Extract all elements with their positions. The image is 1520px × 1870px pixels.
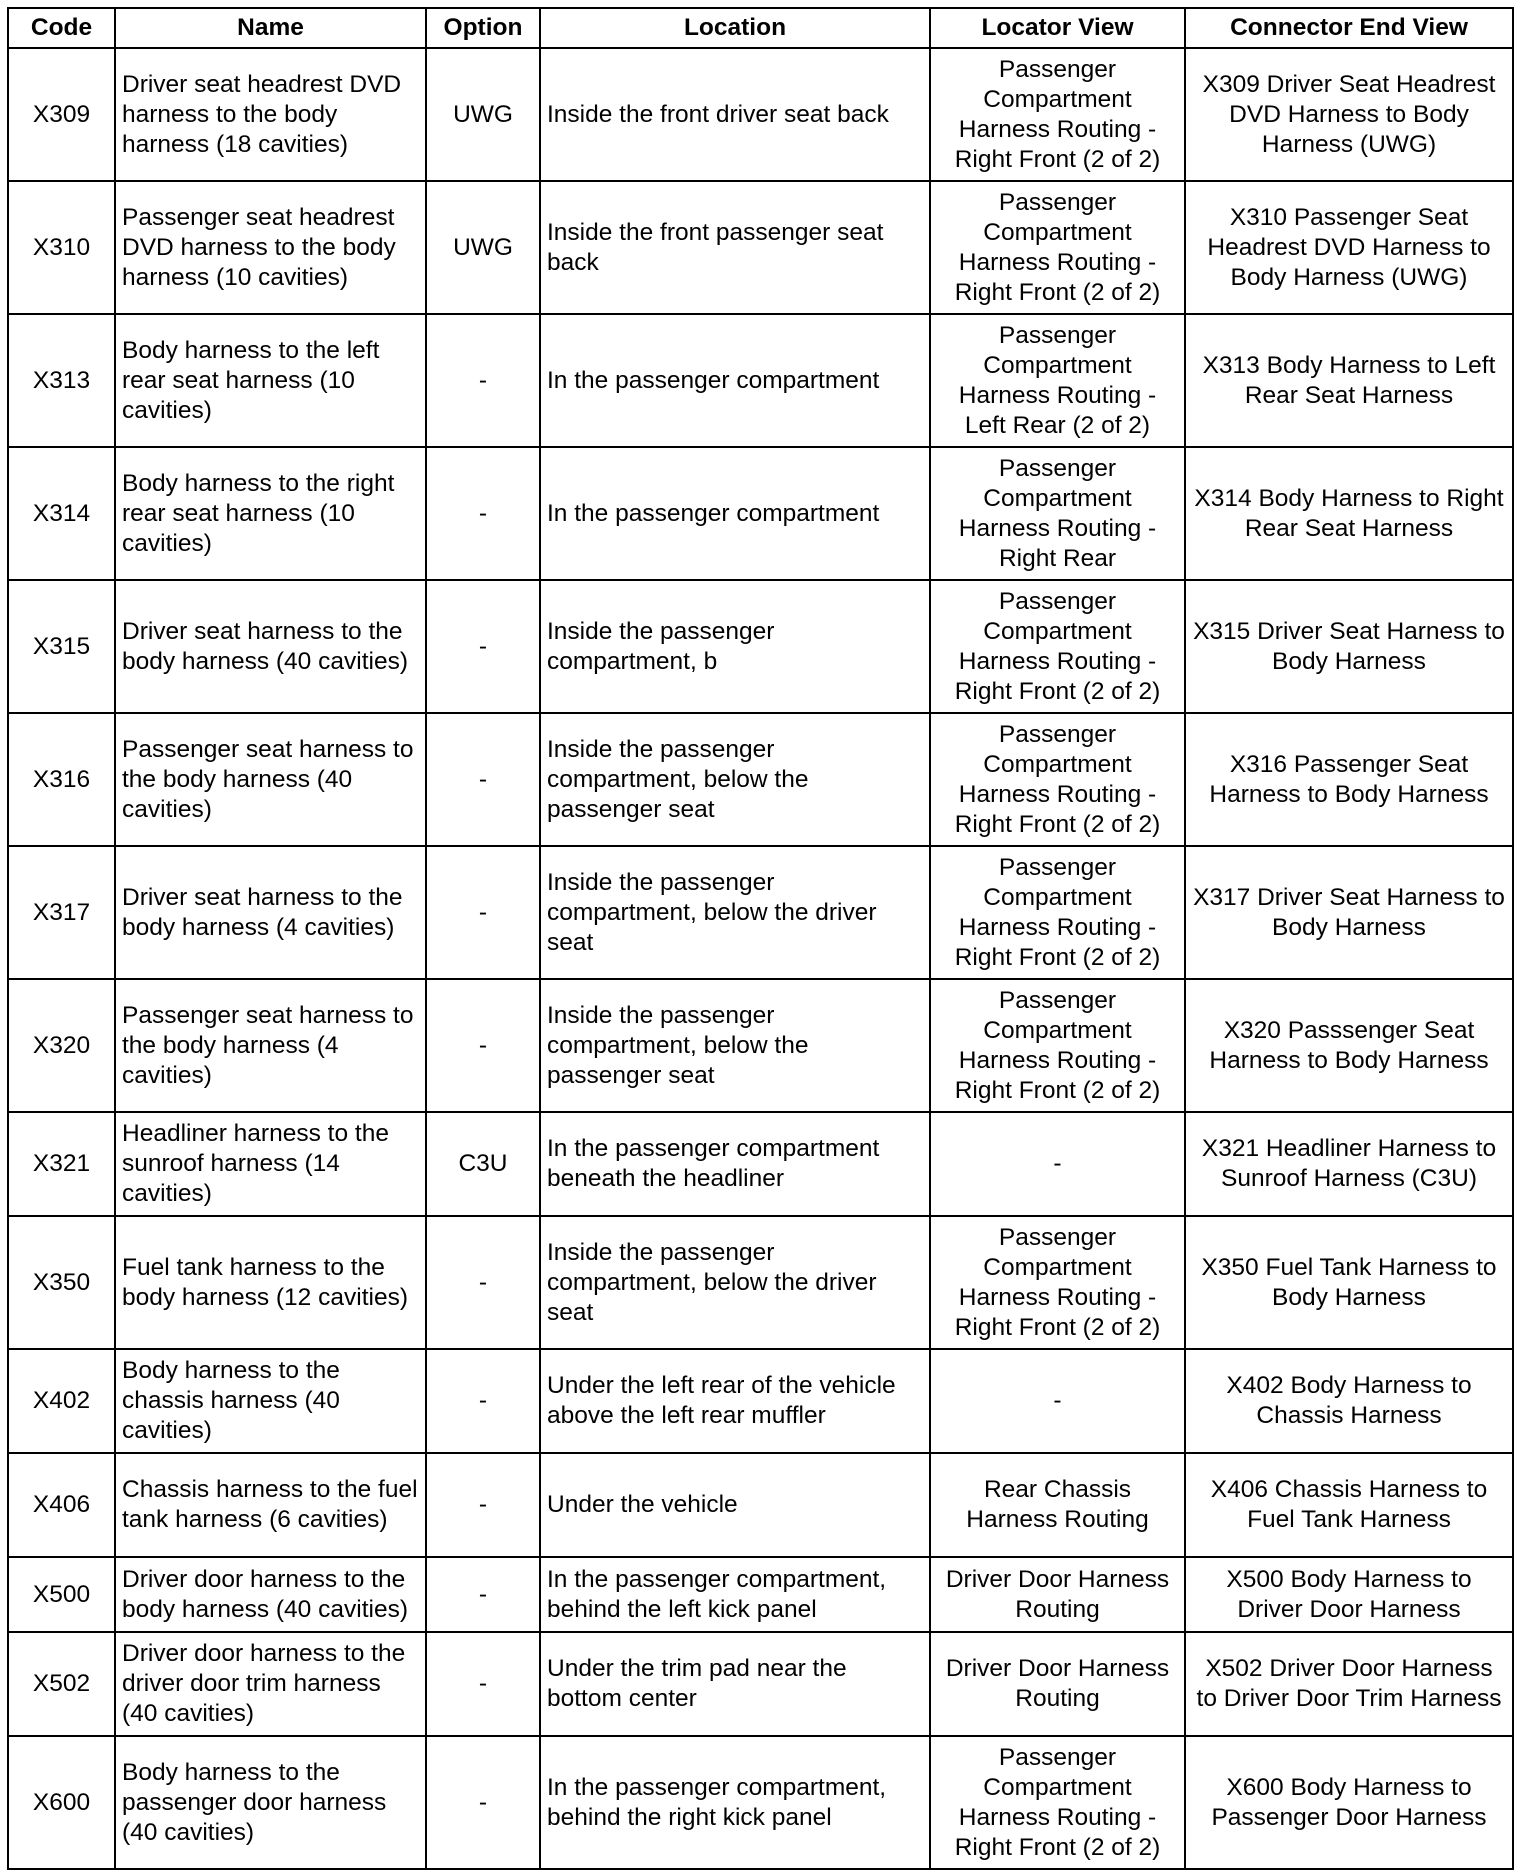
- cell-name: Driver door harness to the driver door trim harness (40 cavities): [115, 1632, 426, 1736]
- header-location: Location: [540, 8, 930, 48]
- cell-location: Under the left rear of the vehicle above the left rear muffler: [540, 1349, 930, 1453]
- table-row: [8, 1557, 1513, 1632]
- cell-option: UWG: [426, 48, 540, 181]
- cell-locator-view: Rear Chassis Harness Routing: [930, 1453, 1185, 1557]
- cell-option: -: [426, 1349, 540, 1453]
- table-row: [8, 1632, 1513, 1736]
- cell-name: Headliner harness to the sunroof harness (14 cavities): [115, 1112, 426, 1216]
- cell-code: X316: [8, 713, 115, 846]
- cell-name: Passenger seat harness to the body harness (4 cavities): [115, 979, 426, 1112]
- cell-locator-view: -: [930, 1349, 1185, 1453]
- cell-locator-view: Passenger Compartment Harness Routing - Right Front (2 of 2): [930, 846, 1185, 979]
- cell-connector-end-view: X314 Body Harness to Right Rear Seat Harness: [1185, 447, 1513, 580]
- header-code: Code: [8, 8, 115, 48]
- cell-option: -: [426, 580, 540, 713]
- cell-option: -: [426, 713, 540, 846]
- cell-option: -: [426, 1736, 540, 1869]
- cell-location: Under the trim pad near the bottom center: [540, 1632, 930, 1736]
- header-option: Option: [426, 8, 540, 48]
- cell-code: X502: [8, 1632, 115, 1736]
- cell-location: Inside the passenger compartment, below the passenger seat: [540, 713, 930, 846]
- cell-name: Body harness to the right rear seat harness (10 cavities): [115, 447, 426, 580]
- cell-location: Inside the front passenger seat back: [540, 181, 930, 314]
- cell-code: X314: [8, 447, 115, 580]
- cell-location: In the passenger compartment, behind the right kick panel: [540, 1736, 930, 1869]
- table-row: [8, 314, 1513, 447]
- cell-name: Passenger seat harness to the body harness (40 cavities): [115, 713, 426, 846]
- cell-name: Chassis harness to the fuel tank harness (6 cavities): [115, 1453, 426, 1557]
- table-header-row: [8, 8, 1513, 48]
- cell-connector-end-view: X309 Driver Seat Headrest DVD Harness to Body Harness (UWG): [1185, 48, 1513, 181]
- cell-connector-end-view: X310 Passenger Seat Headrest DVD Harness to Body Harness (UWG): [1185, 181, 1513, 314]
- cell-code: X402: [8, 1349, 115, 1453]
- cell-name: Fuel tank harness to the body harness (12 cavities): [115, 1216, 426, 1349]
- table-row: [8, 979, 1513, 1112]
- cell-connector-end-view: X317 Driver Seat Harness to Body Harness: [1185, 846, 1513, 979]
- cell-connector-end-view: X502 Driver Door Harness to Driver Door Trim Harness: [1185, 1632, 1513, 1736]
- cell-code: X317: [8, 846, 115, 979]
- cell-connector-end-view: X600 Body Harness to Passenger Door Harness: [1185, 1736, 1513, 1869]
- cell-option: -: [426, 1216, 540, 1349]
- cell-option: -: [426, 979, 540, 1112]
- cell-location: In the passenger compartment: [540, 314, 930, 447]
- cell-connector-end-view: X406 Chassis Harness to Fuel Tank Harness: [1185, 1453, 1513, 1557]
- cell-connector-end-view: X316 Passenger Seat Harness to Body Harness: [1185, 713, 1513, 846]
- cell-locator-view: Passenger Compartment Harness Routing - Left Rear (2 of 2): [930, 314, 1185, 447]
- table-row: [8, 1453, 1513, 1557]
- connector-table: [7, 7, 1514, 1870]
- cell-code: X600: [8, 1736, 115, 1869]
- cell-option: -: [426, 1632, 540, 1736]
- cell-connector-end-view: X313 Body Harness to Left Rear Seat Harness: [1185, 314, 1513, 447]
- cell-name: Body harness to the left rear seat harness (10 cavities): [115, 314, 426, 447]
- cell-connector-end-view: X350 Fuel Tank Harness to Body Harness: [1185, 1216, 1513, 1349]
- cell-code: X321: [8, 1112, 115, 1216]
- cell-name: Driver seat headrest DVD harness to the body harness (18 cavities): [115, 48, 426, 181]
- table-row: [8, 713, 1513, 846]
- cell-name: Passenger seat headrest DVD harness to the body harness (10 cavities): [115, 181, 426, 314]
- cell-code: X313: [8, 314, 115, 447]
- cell-option: -: [426, 1557, 540, 1632]
- cell-locator-view: Passenger Compartment Harness Routing - Right Front (2 of 2): [930, 979, 1185, 1112]
- cell-code: X309: [8, 48, 115, 181]
- cell-location: Inside the front driver seat back: [540, 48, 930, 181]
- cell-connector-end-view: X315 Driver Seat Harness to Body Harness: [1185, 580, 1513, 713]
- cell-locator-view: -: [930, 1112, 1185, 1216]
- cell-locator-view: Passenger Compartment Harness Routing - Right Front (2 of 2): [930, 181, 1185, 314]
- cell-code: X310: [8, 181, 115, 314]
- table-row: [8, 447, 1513, 580]
- cell-code: X315: [8, 580, 115, 713]
- cell-name: Body harness to the passenger door harness (40 cavities): [115, 1736, 426, 1869]
- cell-locator-view: Driver Door Harness Routing: [930, 1632, 1185, 1736]
- cell-locator-view: Passenger Compartment Harness Routing - Right Front (2 of 2): [930, 1736, 1185, 1869]
- cell-locator-view: Driver Door Harness Routing: [930, 1557, 1185, 1632]
- cell-location: Inside the passenger compartment, below the passenger seat: [540, 979, 930, 1112]
- cell-locator-view: Passenger Compartment Harness Routing - Right Front (2 of 2): [930, 1216, 1185, 1349]
- connector-table-container: [7, 7, 1514, 1870]
- cell-name: Driver door harness to the body harness (40 cavities): [115, 1557, 426, 1632]
- cell-option: -: [426, 1453, 540, 1557]
- cell-location: In the passenger compartment beneath the headliner: [540, 1112, 930, 1216]
- table-row: [8, 1736, 1513, 1869]
- cell-name: Driver seat harness to the body harness (40 cavities): [115, 580, 426, 713]
- cell-name: Body harness to the chassis harness (40 cavities): [115, 1349, 426, 1453]
- cell-connector-end-view: X500 Body Harness to Driver Door Harness: [1185, 1557, 1513, 1632]
- cell-option: -: [426, 314, 540, 447]
- cell-location: Inside the passenger compartment, b: [540, 580, 930, 713]
- header-name: Name: [115, 8, 426, 48]
- header-locator-view: Locator View: [930, 8, 1185, 48]
- table-row: [8, 1216, 1513, 1349]
- cell-connector-end-view: X321 Headliner Harness to Sunroof Harness (C3U): [1185, 1112, 1513, 1216]
- cell-location: Inside the passenger compartment, below the driver seat: [540, 846, 930, 979]
- cell-code: X320: [8, 979, 115, 1112]
- table-row: [8, 846, 1513, 979]
- cell-location: In the passenger compartment: [540, 447, 930, 580]
- cell-location: Under the vehicle: [540, 1453, 930, 1557]
- cell-locator-view: Passenger Compartment Harness Routing - Right Front (2 of 2): [930, 713, 1185, 846]
- cell-option: UWG: [426, 181, 540, 314]
- table-row: [8, 580, 1513, 713]
- cell-locator-view: Passenger Compartment Harness Routing - Right Front (2 of 2): [930, 580, 1185, 713]
- cell-option: -: [426, 846, 540, 979]
- cell-connector-end-view: X320 Passsenger Seat Harness to Body Harness: [1185, 979, 1513, 1112]
- cell-locator-view: Passenger Compartment Harness Routing - Right Front (2 of 2): [930, 48, 1185, 181]
- cell-name: Driver seat harness to the body harness (4 cavities): [115, 846, 426, 979]
- table-row: [8, 1349, 1513, 1453]
- cell-option: C3U: [426, 1112, 540, 1216]
- cell-location: In the passenger compartment, behind the left kick panel: [540, 1557, 930, 1632]
- table-row: [8, 48, 1513, 181]
- cell-code: X500: [8, 1557, 115, 1632]
- header-connector-end-view: Connector End View: [1185, 8, 1513, 48]
- cell-connector-end-view: X402 Body Harness to Chassis Harness: [1185, 1349, 1513, 1453]
- cell-locator-view: Passenger Compartment Harness Routing - Right Rear: [930, 447, 1185, 580]
- cell-option: -: [426, 447, 540, 580]
- table-row: [8, 181, 1513, 314]
- cell-code: X406: [8, 1453, 115, 1557]
- cell-location: Inside the passenger compartment, below the driver seat: [540, 1216, 930, 1349]
- cell-code: X350: [8, 1216, 115, 1349]
- table-row: [8, 1112, 1513, 1216]
